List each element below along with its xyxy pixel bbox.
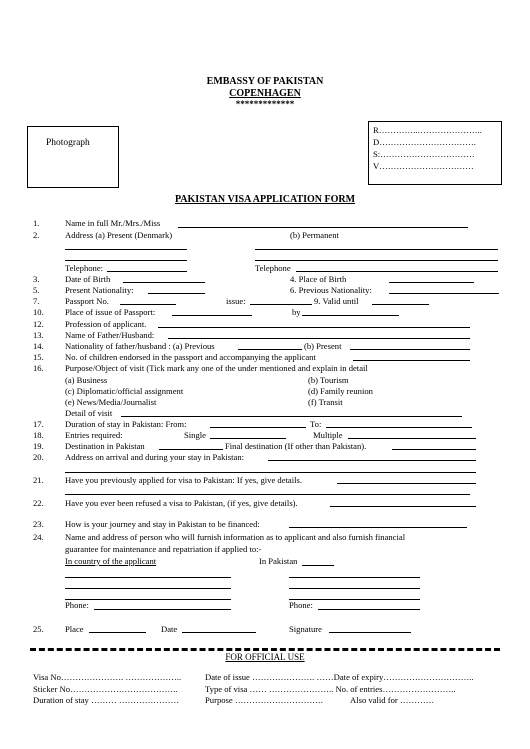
form-title: PAKISTAN VISA APPLICATION FORM [174,194,356,205]
stay-to-field[interactable] [326,427,472,428]
issued-by-field[interactable] [302,315,399,316]
purpose-tourism[interactable]: (b) Tourism [308,375,349,385]
profession-field[interactable] [158,327,470,328]
reference-pakistan-line-1[interactable] [289,577,420,578]
permanent-telephone-field[interactable] [296,271,498,272]
official-visa-no: Visa No…………………. ……………….. [33,672,182,682]
q2-label-permanent: (b) Permanent [290,230,339,240]
q14-present-label: (b) Present [304,341,342,351]
previous-visa-line-2[interactable] [65,494,470,495]
reference-country-phone-field[interactable] [94,609,231,610]
refused-visa-field[interactable] [330,506,476,507]
official-use-title: FOR OFFICIAL USE [225,652,305,662]
q20-label: Address on arrival and during your stay in Pakistan: [65,452,245,462]
date-label: Date [161,624,178,634]
q17-label: Duration of stay in Pakistan: From: [65,419,187,429]
q16-label: Purpose/Object of visit (Tick mark any one of the under mentioned and explain in detail [65,363,368,373]
q10-by-label: by [292,307,301,317]
official-purpose: Purpose …………………………. [205,695,323,705]
q3-label: Date of Birth [65,274,111,284]
embassy-title: EMBASSY OF PAKISTAN [206,76,324,87]
date-field[interactable] [182,632,256,633]
purpose-business[interactable]: (a) Business [65,375,108,385]
q4-label: 4. Place of Birth [290,274,347,284]
q1-number: 1. [33,218,40,228]
permanent-address-line-1[interactable] [255,249,498,250]
entries-multiple-field[interactable] [348,438,476,439]
q25-number: 25. [33,624,44,634]
destination-field[interactable] [159,449,223,450]
official-divider [30,648,500,651]
header-stars: ************* [235,99,295,109]
place-of-issue-field[interactable] [172,315,252,316]
reference-country-line-3[interactable] [65,599,231,600]
previous-nationality-field[interactable] [389,293,499,294]
embassy-city: COPENHAGEN [229,88,301,99]
q21-number: 21. [33,475,44,485]
q13-number: 13. [33,330,44,340]
official-duration-of-stay: Duration of stay ……… ………………… [33,695,180,705]
entries-single-label: Single [184,430,206,440]
q12-number: 12. [33,319,44,329]
detail-of-visit-label: Detail of visit [65,408,113,418]
office-s: S:…………………………… [373,149,475,159]
q19-label: Destination in Pakistan [65,441,145,451]
stay-from-field[interactable] [210,427,306,428]
q10-label: Place of issue of Passport: [65,307,156,317]
reference-pakistan-phone-field[interactable] [318,609,420,610]
q14-number: 14. [33,341,44,351]
q24-country-label: In country of the applicant [65,556,157,566]
q13-label: Name of Father/Husband: [65,330,155,340]
passport-number-field[interactable] [120,304,176,305]
present-nationality-field[interactable] [148,293,205,294]
q6-label: 6. Previous Nationality: [290,285,372,295]
issue-date-field[interactable] [250,304,312,305]
q20-number: 20. [33,452,44,462]
place-of-birth-field[interactable] [389,282,474,283]
q23-label: How is your journey and stay in Pakistan to be financed: [65,519,260,529]
place-field[interactable] [89,632,146,633]
final-destination-label: Final destination (If other than Pakistan). [225,441,367,451]
official-type-of-visa: Type of visa …… ………………….. No. of entries…………………….. [205,684,456,694]
reference-country-phone-label: Phone: [65,600,89,610]
q7-label: Passport No. [65,296,109,306]
q21-label: Have you previously applied for visa to Pakistan: If yes, give details. [65,475,302,485]
q23-number: 23. [33,519,44,529]
q7-number: 7. [33,296,40,306]
q24-label-line-2: guarantee for maintenance and repatriation if applied to:- [65,544,262,554]
reference-pakistan-phone-label: Phone: [289,600,313,610]
q5-number: 5. [33,285,40,295]
present-address-line-1[interactable] [65,249,187,250]
q24-pakistan-label: In Pakistan [259,556,298,566]
q14-label: Nationality of father/husband : (a) Previous [65,341,215,351]
official-also-valid-for: Also valid for ………… [350,695,435,705]
previous-visa-field[interactable] [337,483,476,484]
q18-number: 18. [33,430,44,440]
name-field[interactable] [178,227,468,228]
q15-number: 15. [33,352,44,362]
office-v: V…………………………… [373,161,474,171]
date-of-birth-field[interactable] [123,282,205,283]
q9-label: 9. Valid until [314,296,359,306]
detail-of-visit-field[interactable] [121,416,462,417]
permanent-address-line-2[interactable] [255,260,498,261]
q24-pakistan-underline[interactable] [302,565,334,566]
official-sticker-no: Sticker No……………………………….. [33,684,178,694]
photograph-label: Photograph [46,138,90,148]
q17-number: 17. [33,419,44,429]
father-previous-nationality-field[interactable] [238,349,302,350]
entries-multiple-label: Multiple [313,430,343,440]
q1-label: Name in full Mr./Mrs./Miss [65,218,161,228]
present-address-line-2[interactable] [65,260,187,261]
q22-number: 22. [33,498,44,508]
purpose-diplomatic[interactable]: (c) Diplomatic/official assignment [65,386,184,396]
purpose-family-reunion[interactable]: (d) Family reunion [308,386,373,396]
photograph-box[interactable] [27,126,119,188]
present-telephone-field[interactable] [107,271,187,272]
father-present-nationality-field[interactable] [350,349,470,350]
children-count-field[interactable] [353,360,470,361]
address-in-pakistan-line-2[interactable] [65,472,476,473]
q2-number: 2. [33,230,40,240]
financing-field[interactable] [289,527,467,528]
present-telephone-label: Telephone: [65,263,104,273]
q16-number: 16. [33,363,44,373]
q19-number: 19. [33,441,44,451]
official-date-of-issue: Date of issue …………………. ……Date of expiry………………………….. [205,672,474,682]
reference-country-line-2[interactable] [65,588,231,589]
q5-label: Present Nationality: [65,285,134,295]
reference-pakistan-line-2[interactable] [289,588,420,589]
signature-field[interactable] [329,632,411,633]
purpose-news-media[interactable]: (e) News/Media/Journalist [65,397,157,407]
address-in-pakistan-field[interactable] [268,460,476,461]
q12-label: Profession of applicant. [65,319,147,329]
q2-label-present: Address (a) Present (Denmark) [65,230,173,240]
q15-label: No. of children endorsed in the passport and accompanying the applicant [65,352,316,362]
q24-number: 24. [33,532,44,542]
q10-number: 10. [33,307,44,317]
office-r: R…………..………………….. [373,125,482,135]
father-husband-name-field[interactable] [168,338,470,339]
reference-country-line-1[interactable] [65,577,231,578]
purpose-transit[interactable]: (f) Transit [308,397,343,407]
final-destination-field[interactable] [392,449,476,450]
signature-label: Signature [289,624,322,634]
q8-label: issue: [226,296,246,306]
q3-number: 3. [33,274,40,284]
q22-label: Have you ever been refused a visa to Pakistan, (if yes, give details). [65,498,298,508]
valid-until-field[interactable] [372,304,429,305]
entries-single-field[interactable] [210,438,286,439]
q24-label-line-1: Name and address of person who will furnish information as to applicant and also furnish financial [65,532,406,542]
permanent-telephone-label: Telephone [255,263,291,273]
office-d: D……………………………. [373,137,476,147]
office-code-box [368,121,502,185]
place-label: Place [65,624,84,634]
q17-to-label: To: [310,419,322,429]
q18-label: Entries required: [65,430,123,440]
